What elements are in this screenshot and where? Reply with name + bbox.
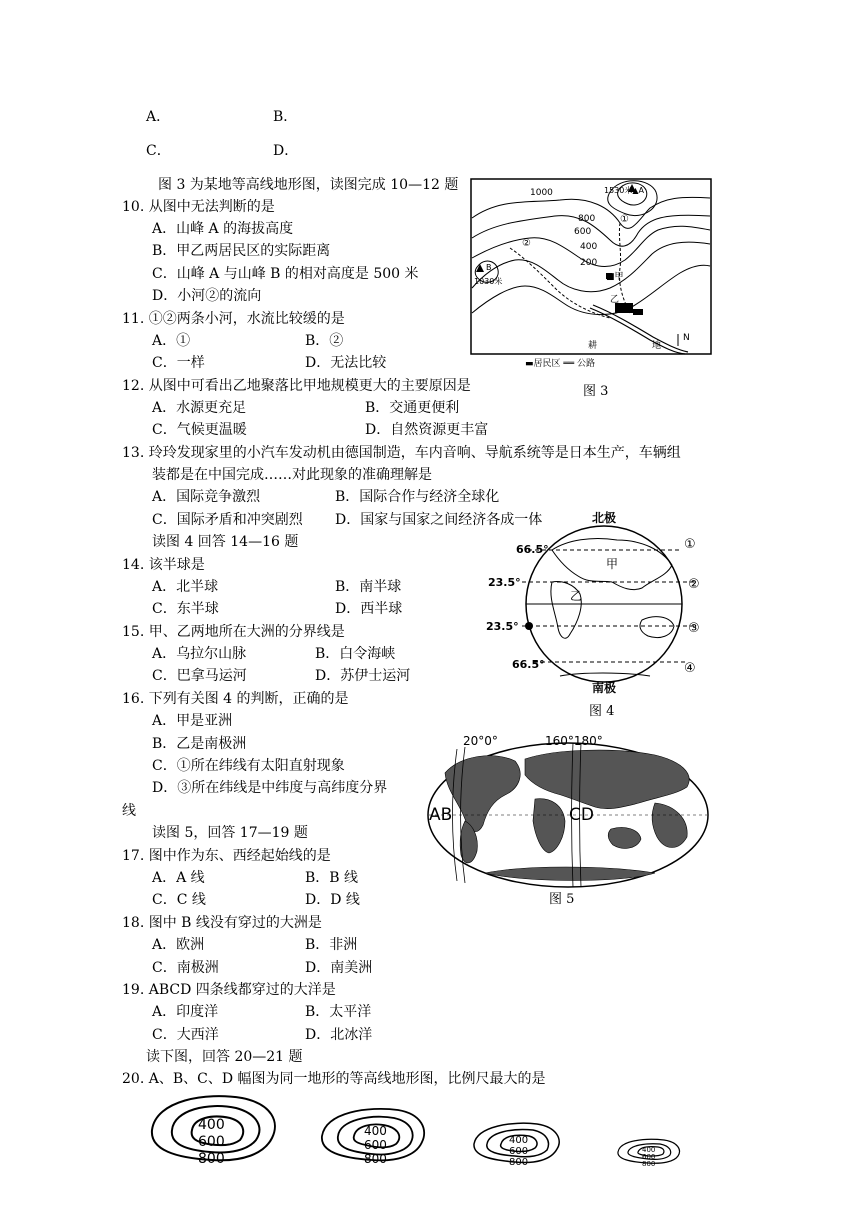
fig4-marker-2: ②	[688, 577, 700, 592]
intro-fig3: 图 3 为某地等高线地形图，读图完成 10—12 题	[158, 177, 459, 193]
q11-c: C．一样	[152, 355, 205, 371]
fig20a-label-800: 800	[198, 1151, 225, 1167]
option-a: A．	[146, 109, 171, 125]
q15-a: A．乌拉尔山脉	[152, 646, 247, 662]
q10-c: C．山峰 A 与山峰 B 的相对高度是 500 米	[152, 266, 419, 282]
q20-contour-figure-d	[616, 1136, 684, 1168]
fig20d-label-400: 400	[642, 1146, 656, 1154]
fig4-yi-label: 乙	[570, 589, 583, 603]
q16-a: A．甲是亚洲	[152, 713, 233, 729]
q16-d: D．③所在纬线是中纬度与高纬度分界	[152, 780, 388, 796]
intro-fig4: 读图 4 回答 14—16 题	[152, 534, 299, 550]
fig20d-label-600: 600	[642, 1153, 656, 1161]
contour-200-label: 200	[580, 258, 598, 268]
fig4-jia-label: 甲	[606, 557, 619, 571]
q15-b: B．白令海峡	[315, 646, 396, 662]
river-2-label: ②	[522, 238, 531, 249]
q12-c: C．气候更温暖	[152, 422, 247, 438]
q13-c: C．国际矛盾和冲突剧烈	[152, 512, 303, 528]
river-1-label: ①	[620, 214, 629, 225]
q14-b: B．南半球	[335, 579, 402, 595]
option-c: C．	[146, 143, 171, 159]
q18-a: A．欧洲	[152, 937, 205, 953]
q14-c: C．东半球	[152, 601, 219, 617]
intro-fig5: 读图 5，回答 17—19 题	[152, 825, 308, 841]
settlement-jia: ■甲	[606, 272, 624, 282]
q20-contour-figure-a	[146, 1088, 282, 1168]
q20-stem: 20. A、B、C、D 幅图为同一地形的等高线地形图，比例尺最大的是	[122, 1071, 546, 1087]
q11-b: B．②	[305, 333, 344, 349]
q20-contour-figure-b	[318, 1102, 430, 1168]
q17-a: A．A 线	[152, 870, 205, 886]
peak-b-height: 1030米	[474, 277, 503, 286]
q13-a: A．国际竞争激烈	[152, 489, 261, 505]
fig20c-label-800: 800	[509, 1157, 529, 1168]
contour-800-label: 800	[578, 214, 596, 224]
fig5-top-left-label: 20°0°	[463, 734, 498, 748]
option-b: B．	[273, 109, 298, 125]
q19-d: D．北冰洋	[305, 1027, 373, 1043]
fig20c-label-400: 400	[509, 1135, 529, 1146]
q19-a: A．印度洋	[152, 1004, 219, 1020]
fig5-top-right-label: 160°180°	[545, 734, 603, 748]
q16-c: C．①所在纬线有太阳直射现象	[152, 758, 345, 774]
fig20a-label-400: 400	[198, 1117, 225, 1133]
peak-b-label: B	[486, 263, 492, 272]
figure-5-caption: 图 5	[549, 892, 575, 907]
q17-d: D．D 线	[305, 892, 360, 908]
q16-stem: 16. 下列有关图 4 的判断，正确的是	[122, 691, 349, 707]
contour-400-label: 400	[580, 242, 598, 252]
fig20c-label-600: 600	[509, 1146, 529, 1157]
q10-stem: 10. 从图中无法判断的是	[122, 199, 275, 215]
figure-3-contour-map	[470, 178, 712, 372]
fig20b-label-600: 600	[364, 1138, 387, 1152]
q18-d: D．南美洲	[305, 960, 373, 976]
q15-c: C．巴拿马运河	[152, 668, 247, 684]
q19-stem: 19. ABCD 四条线都穿过的大洋是	[122, 982, 336, 998]
q12-d: D．自然资源更丰富	[365, 422, 489, 438]
q16-d-cont: 线	[122, 803, 136, 819]
contour-600-label: 600	[574, 227, 592, 237]
figure-4-caption: 图 4	[589, 704, 615, 719]
fig5-cd-label: CD	[569, 805, 594, 825]
fig4-marker-3: ③	[688, 621, 700, 636]
fig4-marker-1: ①	[684, 537, 696, 552]
fig20a-label-600: 600	[198, 1134, 225, 1150]
settlement-yi: 乙	[610, 295, 620, 305]
figure-5-world-map	[425, 733, 711, 888]
q11-d: D．无法比较	[305, 355, 387, 371]
north-pole-label: 北极	[592, 511, 617, 525]
north-arrow-icon: N	[683, 333, 690, 343]
farmland-label-1: 耕	[588, 341, 598, 351]
figure-4-hemisphere	[482, 510, 708, 696]
q10-a: A．山峰 A 的海拔高度	[152, 221, 294, 237]
q18-b: B．非洲	[305, 937, 358, 953]
q11-stem: 11. ①②两条小河，水流比较缓的是	[122, 311, 345, 327]
peak-a-label: 1530米▲A	[604, 186, 644, 195]
south-pole-label: 南极	[592, 681, 617, 695]
q18-stem: 18. 图中 B 线没有穿过的大洲是	[122, 915, 322, 931]
lat-665s-label: 66.5°	[512, 658, 545, 671]
fig20d-label-800: 800	[642, 1160, 656, 1168]
q17-c: C．C 线	[152, 892, 206, 908]
q14-a: A．北半球	[152, 579, 219, 595]
contour-1000-label: 1000	[530, 188, 553, 198]
q13-stem: 13. 玲玲发现家里的小汽车发动机由德国制造，车内音响、导航系统等是日本生产，车辆组	[122, 445, 681, 461]
q20-contour-figure-c	[471, 1118, 565, 1170]
q14-d: D．西半球	[335, 601, 403, 617]
q12-stem: 12. 从图中可看出乙地聚落比甲地规模更大的主要原因是	[122, 378, 471, 394]
q16-b: B．乙是南极洲	[152, 736, 247, 752]
option-d: D．	[273, 143, 299, 159]
q10-d: D．小河②的流向	[152, 288, 262, 304]
fig4-marker-4: ④	[684, 661, 696, 676]
q14-stem: 14. 该半球是	[122, 557, 205, 573]
q10-b: B．甲乙两居民区的实际距离	[152, 243, 331, 259]
fig20b-label-800: 800	[364, 1152, 387, 1166]
q15-d: D．苏伊士运河	[315, 668, 411, 684]
q12-b: B．交通更便利	[365, 400, 460, 416]
intro-q20: 读下图，回答 20—21 题	[146, 1049, 303, 1065]
q12-a: A．水源更充足	[152, 400, 247, 416]
q18-c: C．南极洲	[152, 960, 219, 976]
q13-b: B．国际合作与经济全球化	[335, 489, 500, 505]
q13-stem-cont: 装都是在中国完成……对此现象的准确理解是	[152, 467, 432, 483]
q19-b: B．太平洋	[305, 1004, 372, 1020]
q17-b: B．B 线	[305, 870, 359, 886]
fig20b-label-400: 400	[364, 1124, 387, 1138]
q17-stem: 17. 图中作为东、西经起始线的是	[122, 848, 331, 864]
lat-235s-label: 23.5°	[486, 620, 519, 633]
q15-stem: 15. 甲、乙两地所在大洲的分界线是	[122, 624, 345, 640]
fig5-ab-label: AB	[429, 805, 453, 825]
lat-665n-label: 66.5°	[516, 543, 549, 556]
lat-235n-label: 23.5°	[488, 576, 521, 589]
fig3-legend: ▬居民区 ══ 公路	[525, 359, 596, 369]
figure-3-caption: 图 3	[583, 384, 609, 399]
farmland-label-2: 地	[652, 341, 662, 351]
q11-a: A．①	[152, 333, 191, 349]
q19-c: C．大西洋	[152, 1027, 219, 1043]
q13-d: D．国家与国家之间经济各成一体	[335, 512, 543, 528]
